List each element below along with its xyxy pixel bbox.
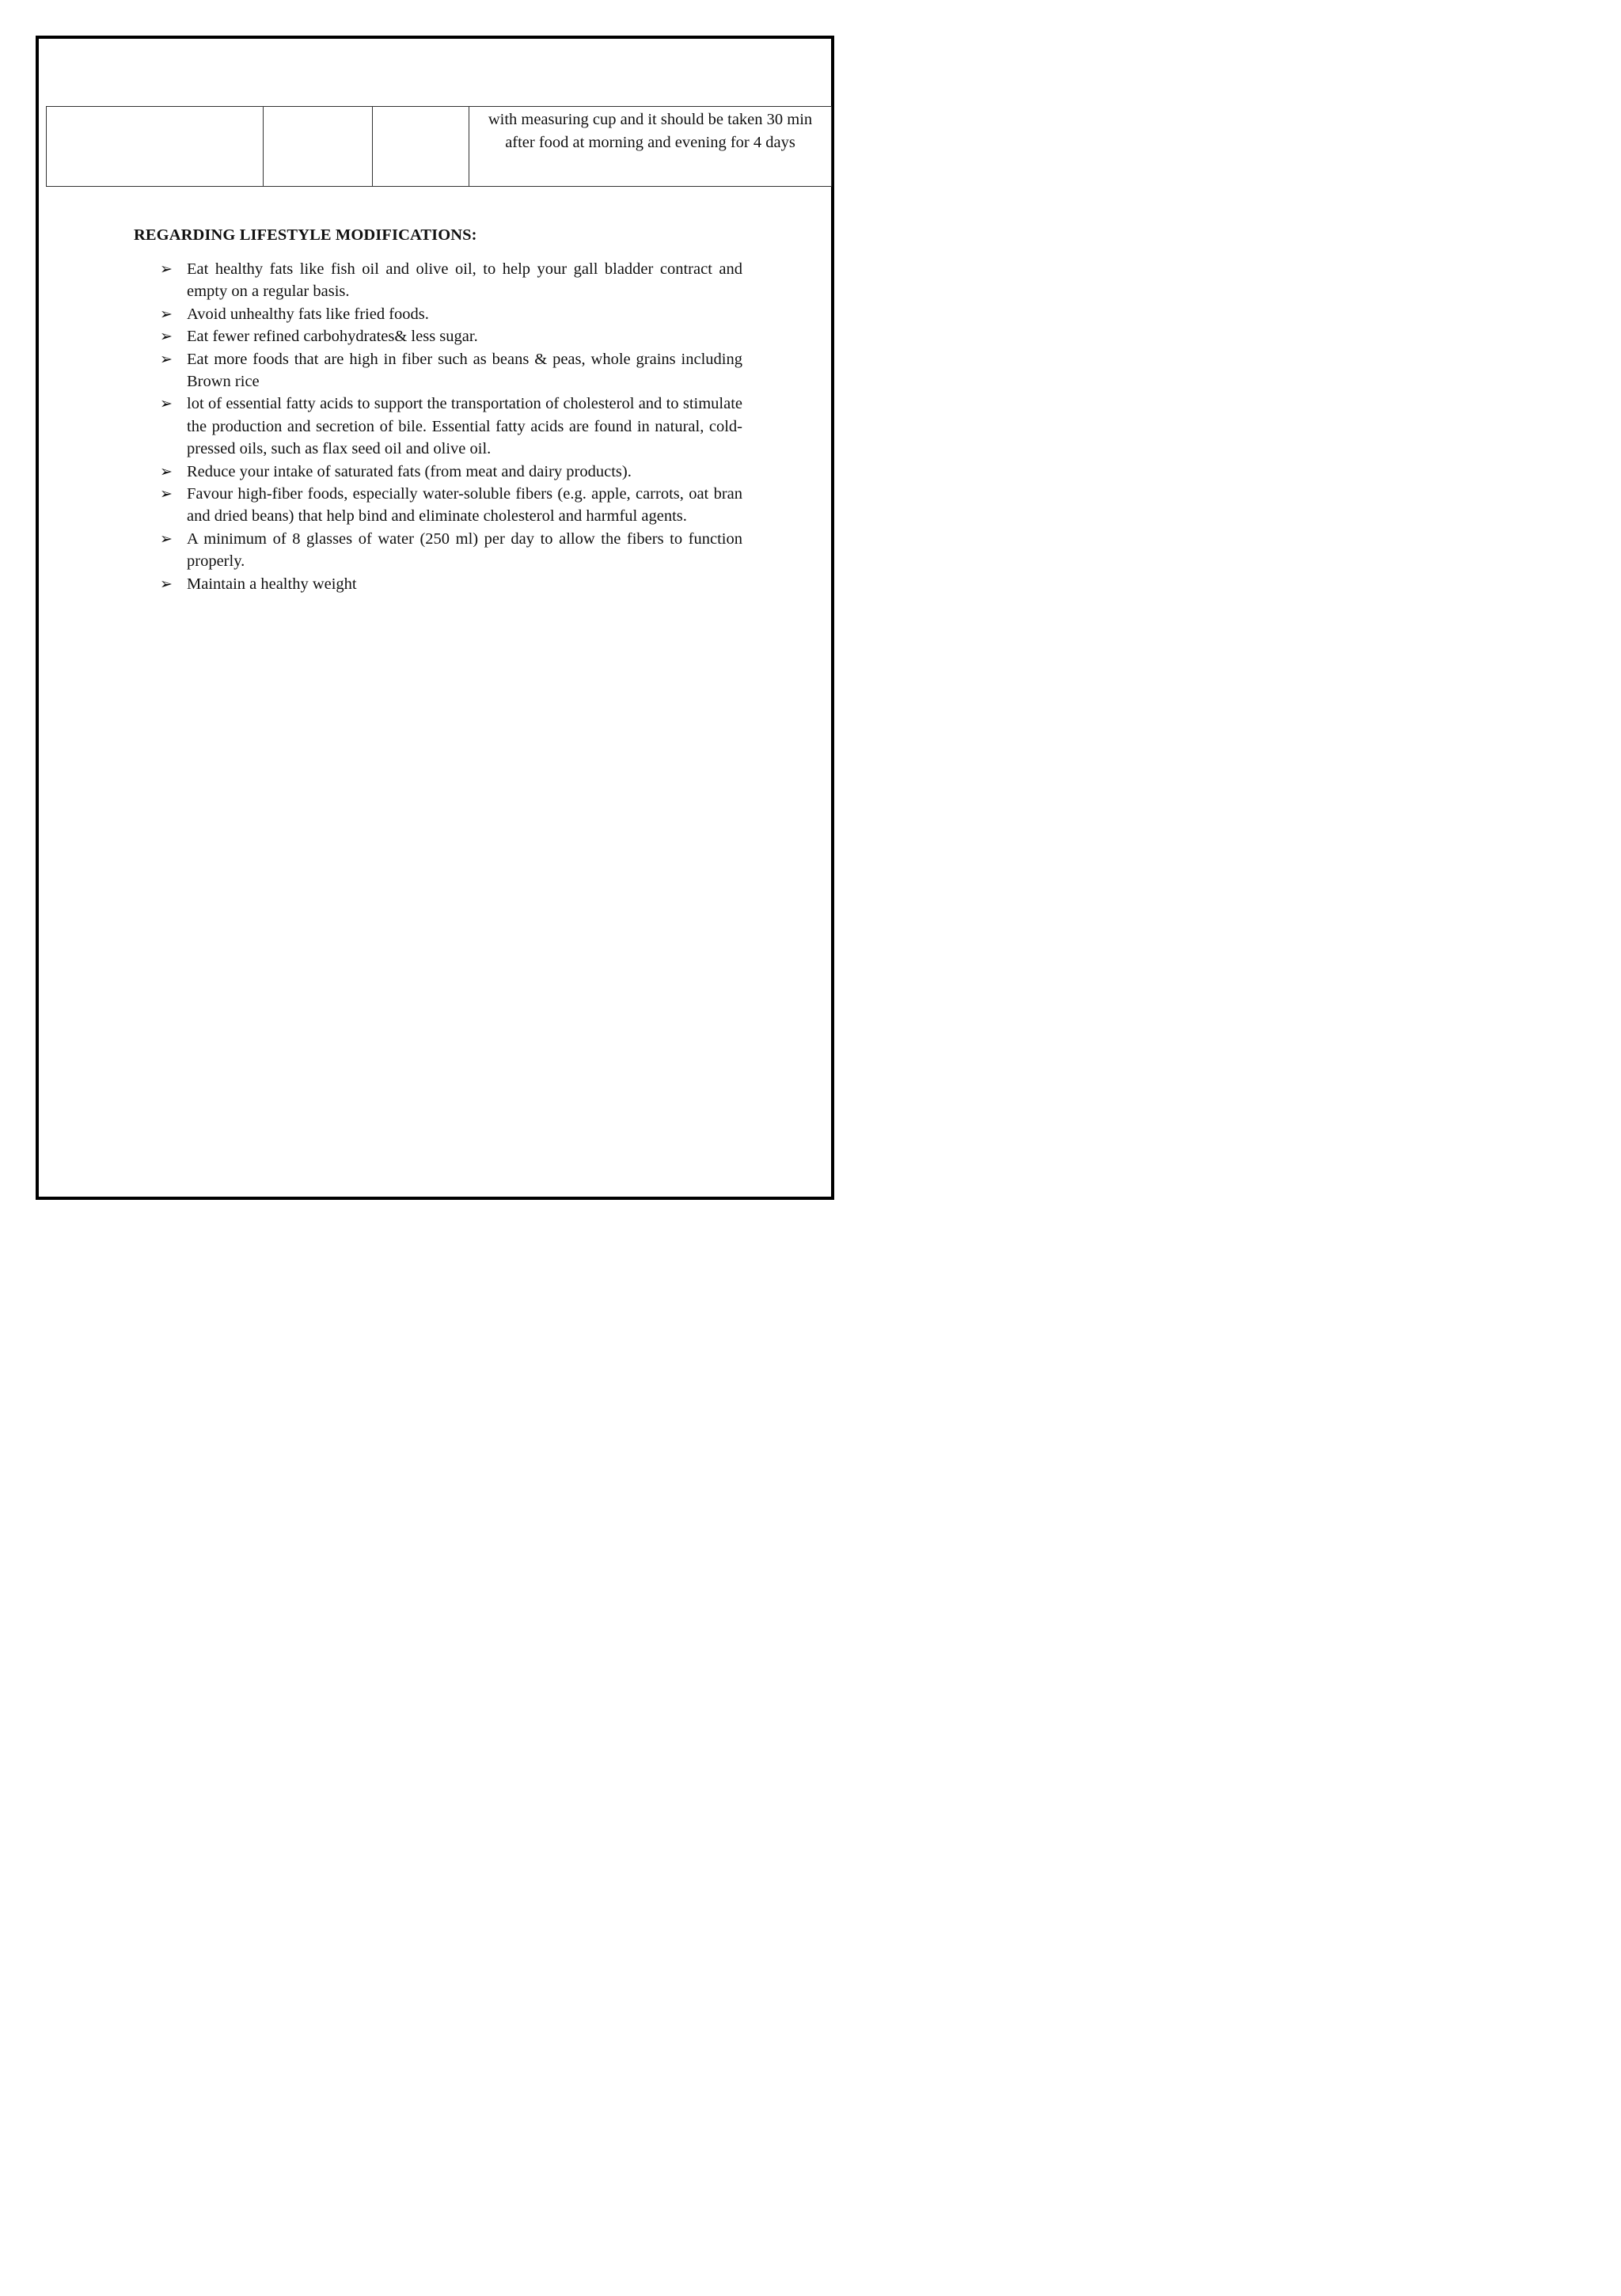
- arrowhead-bullet-icon: ➢: [160, 529, 173, 548]
- list-item: [158, 483, 742, 528]
- list-item-text: Maintain a healthy weight: [187, 575, 357, 593]
- list-item: [158, 461, 742, 483]
- table-cell: [264, 107, 373, 187]
- arrowhead-bullet-icon: ➢: [160, 305, 173, 323]
- list-item: [158, 325, 742, 347]
- list-item: [158, 573, 742, 595]
- list-item-text: Favour high-fiber foods, especially water-soluble fibers (e.g. apple, carrots, oat bran and dried beans) that help bind and eliminate cholesterol and harmful agents.: [187, 485, 742, 526]
- list-item-text: Eat more foods that are high in fiber such as beans & peas, whole grains including Brown rice: [187, 350, 742, 391]
- table-cell-text: [47, 107, 263, 108]
- arrowhead-bullet-icon: ➢: [160, 350, 173, 368]
- table-cell: [469, 107, 832, 187]
- table-row: [47, 107, 832, 187]
- list-item-text: Reduce your intake of saturated fats (from meat and dairy products).: [187, 462, 632, 480]
- arrowhead-bullet-icon: ➢: [160, 395, 173, 413]
- list-item-text: lot of essential fatty acids to support the transportation of cholesterol and to stimulate the production and secretion of bile. Essential fatty acids are found in natural, cold-pressed oils, such as flax seed oil and olive oil.: [187, 395, 742, 458]
- table-cell: [373, 107, 469, 187]
- arrowhead-bullet-icon: ➢: [160, 260, 173, 278]
- list-item: [158, 303, 742, 325]
- list-item: [158, 258, 742, 303]
- arrowhead-bullet-icon: ➢: [160, 328, 173, 346]
- arrowhead-bullet-icon: ➢: [160, 575, 173, 593]
- table-cell: [47, 107, 264, 187]
- list-item-text: Eat healthy fats like fish oil and olive oil, to help your gall bladder contract and empty on a regular basis.: [187, 260, 742, 301]
- list-item: [158, 528, 742, 573]
- table-cell-text: [373, 107, 469, 108]
- arrowhead-bullet-icon: ➢: [160, 485, 173, 503]
- lifestyle-list: [158, 258, 742, 595]
- list-item: [158, 393, 742, 460]
- list-item: [158, 348, 742, 393]
- list-item-text: Eat fewer refined carbohydrates& less sugar.: [187, 328, 478, 346]
- arrowhead-bullet-icon: ➢: [160, 462, 173, 480]
- page-border: [36, 36, 834, 1200]
- table-cell-text: [264, 107, 372, 108]
- list-item-text: A minimum of 8 glasses of water (250 ml) per day to allow the fibers to function properly.: [187, 529, 742, 571]
- list-item-text: Avoid unhealthy fats like fried foods.: [187, 305, 429, 323]
- table-cell-text: with measuring cup and it should be taken 30 min after food at morning and evening for 4 days: [488, 111, 813, 151]
- continuation-table: [46, 106, 832, 187]
- section-heading: REGARDING LIFESTYLE MODIFICATIONS:: [134, 226, 477, 244]
